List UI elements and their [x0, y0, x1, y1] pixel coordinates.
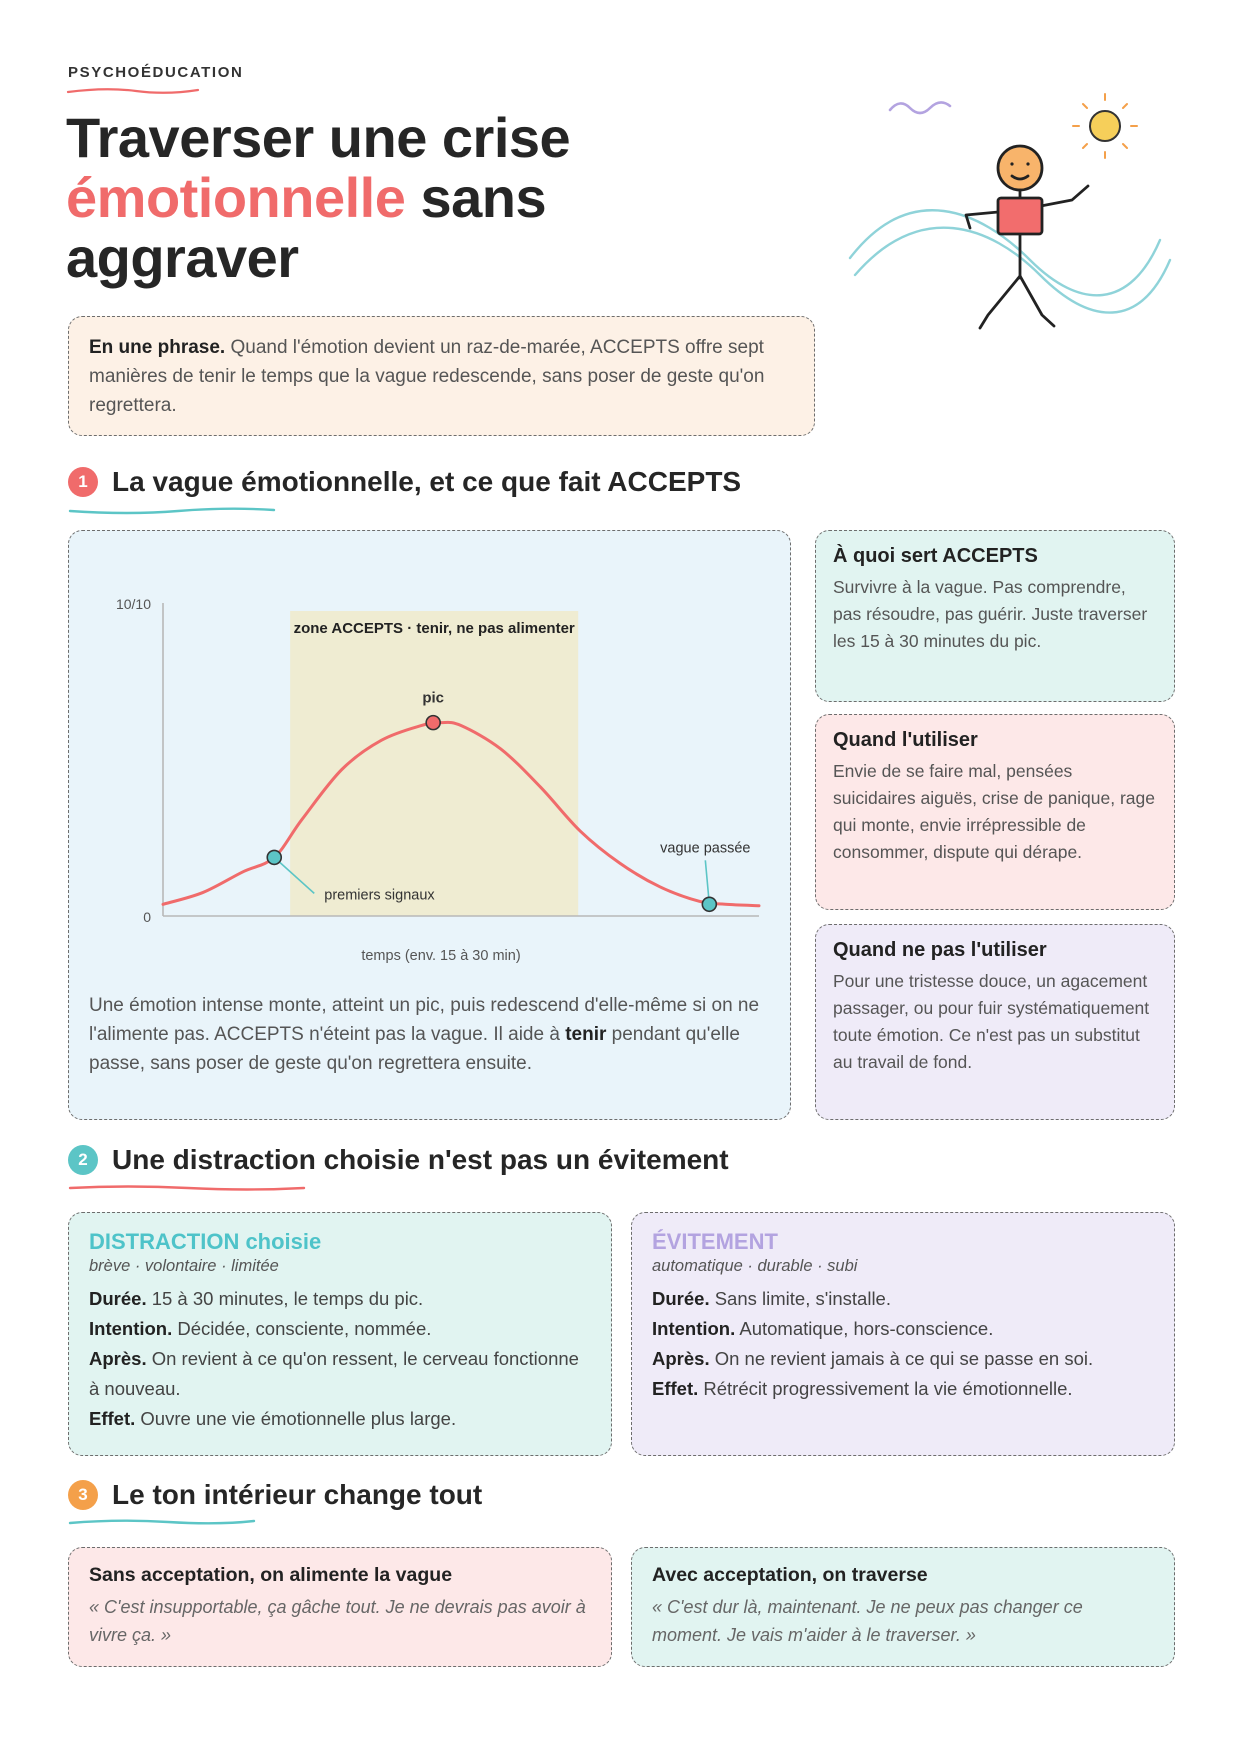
- summary-card: [68, 316, 815, 436]
- section-1-heading: [68, 462, 741, 502]
- annotation-label: vague passée: [660, 840, 751, 857]
- tone-title: Avec acceptation, on traverse: [652, 1564, 928, 1586]
- summary-lead: En une phrase.: [89, 337, 226, 358]
- squiggle-icon: [890, 102, 950, 113]
- y-tick-label-top: 10/10: [115, 596, 151, 612]
- avoidance-subtitle: automatique · durable · subi: [652, 1257, 858, 1275]
- section-3-heading: [68, 1475, 482, 1515]
- side-card-text: Envie de se faire mal, pensées suicidaires aiguës, crise de panique, rage qui monte, envie irrépressible de consommer, dispute qui dérape.: [833, 761, 1155, 862]
- distraction-row: Intention. Décidée, consciente, nommée.: [89, 1318, 432, 1339]
- section-2-heading: [68, 1140, 729, 1180]
- tone-quote: « C'est insupportable, ça gâche tout. Je ne devrais pas avoir à vivre ça. »: [89, 1597, 586, 1645]
- annotation-marker: [702, 897, 716, 911]
- wave-chart-card: [68, 530, 791, 1120]
- annotation-marker: [426, 716, 440, 730]
- side-card-when-to-use: [815, 714, 1175, 910]
- zone-label: zone ACCEPTS · tenir, ne pas alimenter: [293, 620, 575, 637]
- avoidance-row: Effet. Rétrécit progressivement la vie émotionnelle.: [652, 1378, 1073, 1399]
- kicker: PSYCHOÉDUCATION: [68, 64, 244, 81]
- avoidance-row: Intention. Automatique, hors-conscience.: [652, 1318, 994, 1339]
- hero-illustration: [840, 90, 1180, 360]
- sun-icon: [1073, 94, 1137, 158]
- caption-text-1: Une émotion intense monte, atteint un pic, puis redescend d'elle-même si on ne l'alimente pas. ACCEPTS n'éteint pas la vague. Il aide à: [89, 995, 760, 1045]
- page-title: [66, 108, 766, 288]
- section-2-number: 2: [68, 1145, 98, 1175]
- section-1-underline: [68, 506, 278, 516]
- title-line-2-rest: sans: [405, 166, 547, 229]
- annotation-label: premiers signaux: [324, 887, 435, 904]
- title-line-1: Traverser une crise: [66, 106, 571, 169]
- distraction-row: Après. On revient à ce qu'on ressent, le cerveau fonctionne à nouveau.: [89, 1348, 579, 1399]
- section-3-number: 3: [68, 1480, 98, 1510]
- tone-title: Sans acceptation, on alimente la vague: [89, 1564, 453, 1586]
- avoidance-row: Durée. Sans limite, s'installe.: [652, 1288, 891, 1309]
- avoidance-card: [631, 1212, 1175, 1456]
- section-3-underline: [68, 1517, 258, 1527]
- caption-text-2: pendant qu'elle passe, sans poser de geste qu'on regrettera ensuite.: [89, 1024, 740, 1074]
- distraction-row: Effet. Ouvre une vie émotionnelle plus large.: [89, 1408, 457, 1429]
- side-card-title: À quoi sert ACCEPTS: [833, 545, 1038, 567]
- tone-quote: « C'est dur là, maintenant. Je ne peux pas changer ce moment. Je vais m'aider à le traverser. »: [652, 1597, 1083, 1645]
- avoidance-row: Après. On ne revient jamais à ce qui se passe en soi.: [652, 1348, 1094, 1369]
- distraction-subtitle: brève · volontaire · limitée: [89, 1257, 279, 1275]
- kicker-underline: [66, 86, 200, 96]
- avoidance-title: ÉVITEMENT: [652, 1229, 778, 1254]
- section-1-title: La vague émotionnelle, et ce que fait ACCEPTS: [112, 466, 742, 497]
- side-card-text: Survivre à la vague. Pas comprendre, pas résoudre, pas guérir. Juste traverser les 15 à 30 minutes du pic.: [833, 577, 1148, 651]
- section-2-title: Une distraction choisie n'est pas un évitement: [112, 1144, 729, 1175]
- y-tick-label-bottom: 0: [143, 909, 151, 925]
- side-card-title: Quand l'utiliser: [833, 729, 978, 751]
- side-card-title: Quand ne pas l'utiliser: [833, 939, 1047, 961]
- title-line-3: aggraver: [66, 226, 299, 289]
- section-1-number: 1: [68, 467, 98, 497]
- distraction-row: Durée. 15 à 30 minutes, le temps du pic.: [89, 1288, 424, 1309]
- summary-text: Quand l'émotion devient un raz-de-marée, ACCEPTS offre sept manières de tenir le temps que la vague redescende, sans poser de geste qu'on regrettera.: [89, 337, 765, 416]
- x-axis-label: temps (env. 15 à 30 min): [361, 948, 521, 964]
- tone-without-acceptance-card: [68, 1547, 612, 1667]
- side-card-when-not-to-use: [815, 924, 1175, 1120]
- section-3-title: Le ton intérieur change tout: [112, 1479, 483, 1510]
- chart-caption: [89, 991, 769, 1078]
- tone-with-acceptance-card: [631, 1547, 1175, 1667]
- caption-bold: tenir: [565, 1024, 607, 1045]
- section-2-underline: [68, 1183, 308, 1193]
- distraction-card: [68, 1212, 612, 1456]
- title-accent: émotionnelle: [66, 166, 406, 229]
- distraction-title: DISTRACTION choisie: [89, 1229, 322, 1254]
- accepts-zone: [290, 611, 578, 916]
- wave-chart: [69, 531, 792, 991]
- annotation-label: pic: [422, 689, 445, 707]
- annotation-marker: [267, 850, 281, 864]
- side-card-text: Pour une tristesse douce, un agacement passager, ou pour fuir systématiquement toute émotion. Ce n'est pas un substitut au travail de fond.: [833, 971, 1150, 1072]
- side-card-purpose: [815, 530, 1175, 702]
